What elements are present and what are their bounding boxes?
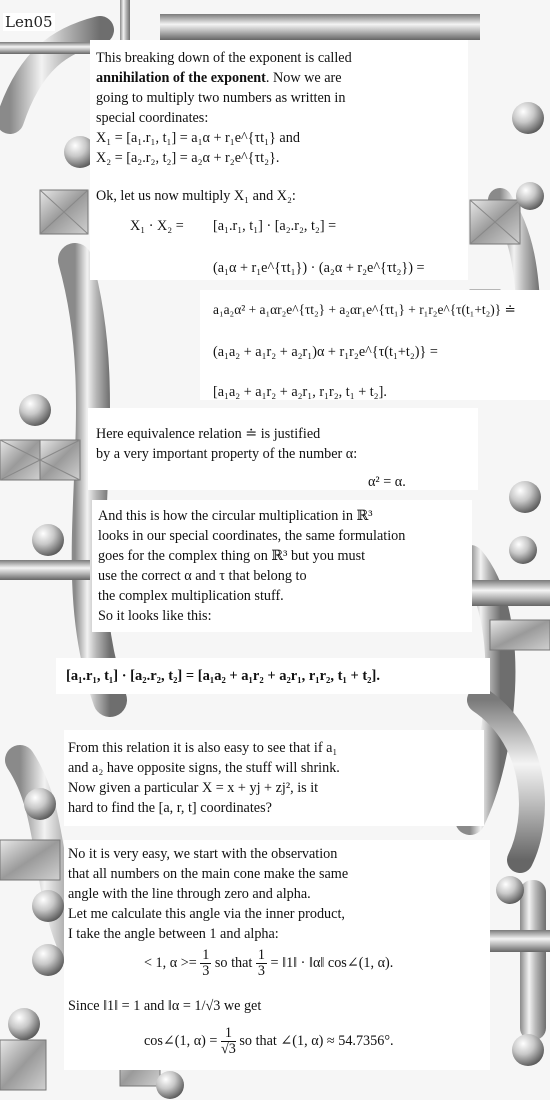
x1-definition: X₁ = [a₁.r₁, t₁] = a₁α + r₁e^{τt₁} and (96, 130, 300, 146)
intro-line-2 (96, 68, 342, 88)
shrink-line-3: Now given a particular X = x + yj + zj², is it (68, 780, 319, 796)
fraction-denominator: √3 (220, 1041, 236, 1057)
final-angle-formula (144, 1026, 394, 1057)
cone-line-2: that all numbers on the main cone make the same (68, 866, 349, 882)
shrink-line-2: and a₂ have opposite signs, the stuff will shrink. (68, 760, 340, 776)
cone-line-3: angle with the line through zero and alpha. (68, 886, 311, 902)
intro-line-3: going to multiply two numbers as written in (96, 90, 346, 106)
logo-text: Len05 (5, 13, 53, 31)
shrink-line-1: From this relation it is also easy to see that if a₁ (68, 740, 338, 756)
bold-multiplication-formula: [a₁.r₁, t₁] · [a₂.r₂, t₂] = [a₁a₂ + a₁r₂ + a₂r₁, r₁r₂, t₁ + t₂]. (66, 668, 380, 684)
circular-line-2: looks in our special coordinates, the same formulation (98, 528, 406, 544)
intro-line-1: This breaking down of the exponent is called (96, 50, 352, 66)
derivation-step-1: [a₁.r₁, t₁] · [a₂.r₂, t₂] = (213, 218, 337, 234)
intro-line-2-rest: . Now we are (265, 70, 342, 86)
circular-line-5: the complex multiplication stuff. (98, 588, 284, 604)
cone-line-5: I take the angle between 1 and alpha: (68, 926, 279, 942)
cone-line-4: Let me calculate this angle via the inner product, (68, 906, 345, 922)
shrink-line-4: hard to find the [a, r, t] coordinates? (68, 800, 272, 816)
alpha-idempotent-formula: α² = α. (368, 474, 406, 490)
circular-line-3: goes for the complex thing on ℝ³ but you must (98, 548, 366, 564)
fraction-one-third (200, 948, 211, 979)
inner-lhs: < 1, α >= (144, 954, 197, 971)
derivation-step-4: (a₁a₂ + a₁r₂ + a₂r₁)α + r₁r₂e^{τ(t₁+t₂)} = (213, 344, 438, 360)
fraction-one-over-root-three (221, 1026, 236, 1057)
since-line: Since ‖1‖ = 1 and ‖α = 1/√3 we get (68, 998, 262, 1014)
intro-term: annihilation of the exponent (96, 70, 266, 86)
circular-line-6: So it looks like this: (98, 608, 212, 624)
derivation-step-2: (a₁α + r₁e^{τt₁}) · (a₂α + r₂e^{τt₂}) = (213, 260, 425, 276)
inner-product-formula (144, 948, 393, 979)
fraction-denominator: 3 (202, 963, 210, 979)
fraction-numerator: 1 (257, 947, 265, 963)
fraction-denominator: 3 (257, 963, 265, 979)
derivation-step-3: a₁a₂α² + a₁αr₂e^{τt₂} + a₂αr₁e^{τt₁} + r₁r₂e^{τ(t₁+t₂)} ≐ (213, 302, 516, 317)
final-rest: so that ∠(1, α) ≈ 54.7356°. (239, 1032, 394, 1049)
derivation-step-5: [a₁a₂ + a₁r₂ + a₂r₁, r₁r₂, t₁ + t₂]. (213, 384, 387, 400)
fraction-one-third-2 (256, 948, 267, 979)
inner-rhs: = ‖1‖ · ‖α‖ cos∠(1, α). (270, 954, 394, 971)
fraction-numerator: 1 (221, 1026, 236, 1042)
equiv-line-1: Here equivalence relation ≐ is justified (96, 426, 321, 442)
fraction-numerator: 1 (202, 947, 210, 963)
derivation-lhs: X₁ · X₂ = (130, 218, 184, 234)
cone-line-1: No it is very easy, we start with the observation (68, 846, 338, 862)
intro-line-4: special coordinates: (96, 110, 209, 126)
inner-middle: so that (214, 954, 253, 971)
circular-line-1: And this is how the circular multiplication in ℝ³ (98, 508, 373, 524)
equiv-line-2: by a very important property of the number α: (96, 446, 358, 462)
multiply-intro: Ok, let us now multiply X₁ and X₂: (96, 188, 296, 204)
final-lhs: cos∠(1, α) = (144, 1032, 218, 1049)
x2-definition: X₂ = [a₂.r₂, t₂] = a₂α + r₂e^{τt₂}. (96, 150, 280, 166)
circular-line-4: use the correct α and τ that belong to (98, 568, 307, 584)
